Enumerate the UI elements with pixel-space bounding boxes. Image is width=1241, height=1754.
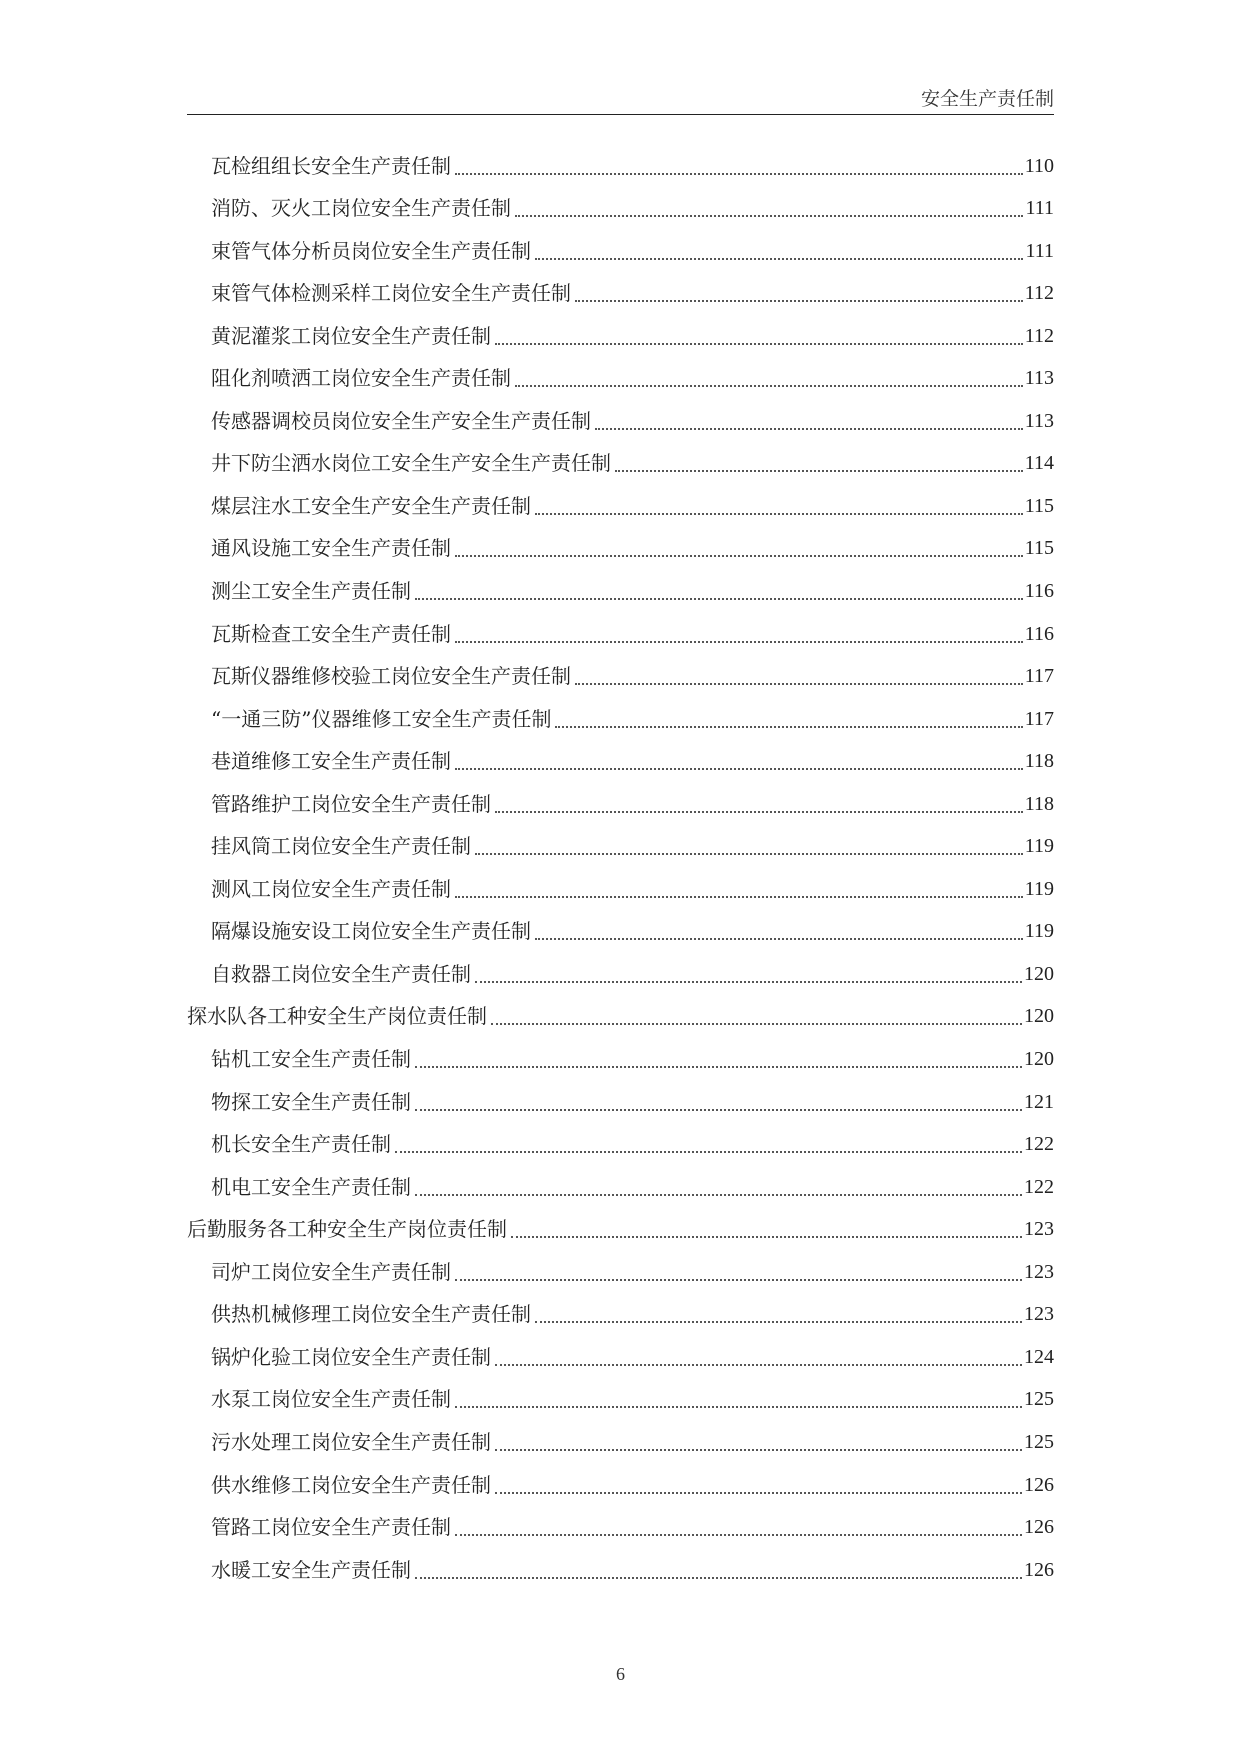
toc-dot-leader [455,641,1023,643]
toc-entry-page-number: 123 [1024,1218,1054,1241]
toc-entry-page-number: 119 [1024,877,1054,900]
toc-entry-label: 污水处理工岗位安全生产责任制 [211,1429,491,1454]
toc-entry-label: 瓦斯仪器维修校验工岗位安全生产责任制 [211,664,571,689]
toc-entry-label: 钻机工安全生产责任制 [211,1047,411,1072]
toc-dot-leader [415,1577,1022,1579]
toc-dot-leader [495,1492,1022,1494]
toc-entry[interactable] [187,569,1054,612]
toc-entry[interactable] [187,740,1054,783]
toc-entry[interactable] [187,655,1054,698]
toc-entry-label: 管路工岗位安全生产责任制 [211,1515,451,1540]
toc-dot-leader [575,300,1023,302]
toc-entry-label: 瓦检组组长安全生产责任制 [211,153,451,178]
running-header-title: 安全生产责任制 [920,88,1054,110]
toc-entry-label: 后勤服务各工种安全生产岗位责任制 [187,1217,507,1242]
toc-entry[interactable] [187,1506,1054,1549]
toc-entry-label: 机长安全生产责任制 [211,1132,391,1157]
toc-dot-leader [415,1194,1022,1196]
toc-entry[interactable] [187,1293,1054,1336]
toc-entry-label: 瓦斯检查工安全生产责任制 [211,621,451,646]
toc-entry-page-number: 125 [1024,1430,1054,1453]
toc-entry-label: 供热机械修理工岗位安全生产责任制 [211,1302,531,1327]
toc-entry[interactable] [187,527,1054,570]
toc-entry[interactable] [187,1037,1054,1080]
toc-dot-leader [475,981,1022,983]
toc-entry-label: 探水队各工种安全生产岗位责任制 [187,1004,487,1029]
toc-entry[interactable] [187,314,1054,357]
toc-entry-label: 物探工安全生产责任制 [211,1089,411,1114]
toc-entry-label: 水暖工安全生产责任制 [211,1557,411,1582]
table-of-contents [187,144,1054,1591]
toc-entry-page-number: 120 [1024,962,1054,985]
toc-entry[interactable] [187,825,1054,868]
toc-entry[interactable] [187,272,1054,315]
toc-entry-page-number: 123 [1024,1303,1054,1326]
toc-entry-label: 井下防尘洒水岗位工安全生产安全生产责任制 [211,451,611,476]
toc-entry[interactable] [187,1208,1054,1251]
toc-entry[interactable] [187,1420,1054,1463]
toc-entry[interactable] [187,187,1054,230]
toc-dot-leader [515,385,1023,387]
toc-entry-label: 巷道维修工安全生产责任制 [211,749,451,774]
toc-entry-page-number: 125 [1024,1388,1054,1411]
toc-dot-leader [615,470,1023,472]
toc-entry[interactable] [187,442,1054,485]
toc-entry[interactable] [187,1123,1054,1166]
toc-entry-page-number: 114 [1024,452,1054,475]
toc-dot-leader [495,343,1023,345]
toc-dot-leader [455,1534,1022,1536]
toc-entry-label: 传感器调校员岗位安全生产安全生产责任制 [211,408,591,433]
toc-entry-page-number: 116 [1024,580,1054,603]
toc-dot-leader [455,1406,1022,1408]
toc-dot-leader [415,598,1023,600]
toc-entry[interactable] [187,1548,1054,1591]
toc-dot-leader [395,1151,1022,1153]
toc-entry-page-number: 120 [1024,1048,1054,1071]
toc-entry-label: 束管气体检测采样工岗位安全生产责任制 [211,281,571,306]
toc-dot-leader [455,555,1023,557]
toc-entry-label: 机电工安全生产责任制 [211,1174,411,1199]
toc-entry-page-number: 111 [1025,239,1054,262]
toc-entry-page-number: 111 [1025,197,1054,220]
toc-entry[interactable] [187,1165,1054,1208]
toc-dot-leader [575,683,1023,685]
toc-dot-leader [511,1236,1022,1238]
toc-dot-leader [495,1364,1022,1366]
toc-entry[interactable] [187,144,1054,187]
toc-dot-leader [495,811,1023,813]
toc-entry-label: 司炉工岗位安全生产责任制 [211,1259,451,1284]
toc-entry[interactable] [187,952,1054,995]
toc-entry-label: “一通三防”仪器维修工安全生产责任制 [211,706,552,731]
toc-entry-page-number: 115 [1024,537,1054,560]
toc-entry-page-number: 117 [1024,707,1054,730]
toc-entry[interactable] [187,612,1054,655]
toc-entry[interactable] [187,1335,1054,1378]
toc-dot-leader [455,896,1023,898]
toc-entry-label: 锅炉化验工岗位安全生产责任制 [211,1344,491,1369]
toc-entry-label: 测风工岗位安全生产责任制 [211,876,451,901]
toc-dot-leader [475,853,1023,855]
toc-entry-label: 隔爆设施安设工岗位安全生产责任制 [211,919,531,944]
toc-entry-page-number: 117 [1024,665,1054,688]
toc-dot-leader [535,938,1023,940]
toc-entry-page-number: 119 [1024,920,1054,943]
toc-entry-page-number: 113 [1024,409,1054,432]
toc-dot-leader [415,1066,1022,1068]
toc-entry[interactable] [187,697,1054,740]
toc-entry-label: 黄泥灌浆工岗位安全生产责任制 [211,323,491,348]
page-number: 6 [616,1664,625,1684]
toc-entry[interactable] [187,910,1054,953]
toc-entry-label: 挂风筒工岗位安全生产责任制 [211,834,471,859]
toc-entry-label: 供水维修工岗位安全生产责任制 [211,1472,491,1497]
toc-entry-label: 束管气体分析员岗位安全生产责任制 [211,238,531,263]
toc-entry[interactable] [187,1463,1054,1506]
toc-entry-page-number: 112 [1024,282,1054,305]
toc-entry-page-number: 122 [1024,1175,1054,1198]
toc-entry[interactable] [187,1250,1054,1293]
toc-dot-leader [535,513,1023,515]
toc-entry[interactable] [187,867,1054,910]
toc-dot-leader [455,1279,1022,1281]
toc-entry[interactable] [187,229,1054,272]
toc-entry-page-number: 112 [1024,324,1054,347]
toc-entry-label: 自救器工岗位安全生产责任制 [211,961,471,986]
toc-entry-page-number: 118 [1024,792,1054,815]
toc-entry-label: 管路维护工岗位安全生产责任制 [211,791,491,816]
toc-dot-leader [415,1109,1022,1111]
toc-entry-page-number: 126 [1024,1558,1054,1581]
toc-dot-leader [535,1321,1022,1323]
toc-entry-label: 通风设施工安全生产责任制 [211,536,451,561]
header-rule [187,114,1054,115]
toc-dot-leader [455,768,1023,770]
toc-entry[interactable] [187,399,1054,442]
toc-dot-leader [555,726,1022,728]
toc-entry-page-number: 121 [1024,1090,1054,1113]
toc-entry-label: 水泵工岗位安全生产责任制 [211,1387,451,1412]
toc-dot-leader [491,1023,1022,1025]
toc-entry-page-number: 116 [1024,622,1054,645]
toc-dot-leader [495,1449,1022,1451]
toc-dot-leader [515,215,1023,217]
toc-entry-page-number: 124 [1024,1345,1054,1368]
toc-entry-page-number: 120 [1024,1005,1054,1028]
toc-entry-label: 煤层注水工安全生产安全生产责任制 [211,493,531,518]
toc-dot-leader [595,428,1023,430]
toc-entry[interactable] [187,782,1054,825]
toc-entry-label: 阻化剂喷洒工岗位安全生产责任制 [211,366,511,391]
toc-dot-leader [455,173,1023,175]
toc-entry-page-number: 126 [1024,1473,1054,1496]
toc-entry-page-number: 110 [1024,154,1054,177]
toc-dot-leader [535,258,1023,260]
toc-entry-page-number: 118 [1024,750,1054,773]
toc-entry[interactable] [187,357,1054,400]
toc-entry-page-number: 115 [1024,494,1054,517]
toc-entry-page-number: 122 [1024,1133,1054,1156]
toc-entry[interactable] [187,995,1054,1038]
toc-entry[interactable] [187,1378,1054,1421]
toc-entry[interactable] [187,1080,1054,1123]
toc-entry-label: 测尘工安全生产责任制 [211,579,411,604]
toc-entry-page-number: 119 [1024,835,1054,858]
toc-entry-page-number: 123 [1024,1260,1054,1283]
toc-entry[interactable] [187,484,1054,527]
toc-entry-label: 消防、灭火工岗位安全生产责任制 [211,196,511,221]
toc-entry-page-number: 126 [1024,1516,1054,1539]
toc-entry-page-number: 113 [1024,367,1054,390]
